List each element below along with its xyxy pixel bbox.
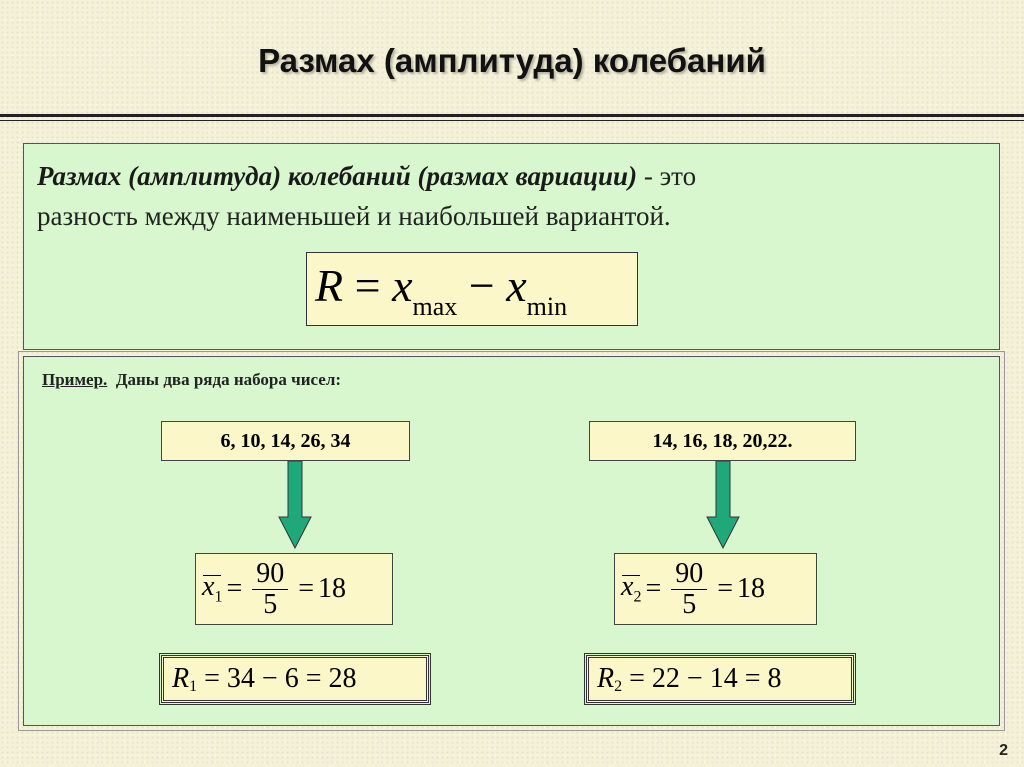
series-2-mean-var	[621, 571, 641, 607]
down-arrow-icon	[278, 461, 312, 549]
mean-result: 18	[318, 573, 347, 604]
series-2-mean-formula	[621, 554, 765, 624]
mean-index: 2	[633, 588, 642, 606]
series-1-range-formula	[172, 658, 356, 708]
range-var: R	[172, 663, 190, 694]
range-formula-box	[306, 252, 638, 326]
mean-equals: =	[226, 573, 243, 604]
title-divider-thick	[0, 114, 1024, 117]
example-panel	[23, 356, 1000, 726]
range-index: 1	[189, 678, 198, 695]
mean-result: 18	[737, 573, 766, 604]
title-divider-thin	[0, 120, 1024, 121]
down-arrow-icon	[706, 461, 740, 549]
series-1-mean-box	[195, 553, 393, 625]
mean-numerator: 90	[252, 559, 288, 590]
definition-text	[37, 156, 977, 236]
range-index: 2	[614, 678, 623, 695]
series-1-range-box	[161, 655, 429, 703]
mean-equals-2: =	[298, 573, 315, 604]
series-2-numbers-box: 14, 16, 18, 20,22.	[589, 421, 856, 461]
definition-connector: - это	[637, 161, 697, 191]
range-formula	[315, 259, 567, 322]
formula-sub-max: max	[412, 292, 458, 321]
mean-index: 1	[214, 588, 223, 606]
definition-body: разность между наименьшей и наибольшей вариантой.	[37, 201, 671, 231]
range-expression: = 34 − 6 = 28	[204, 663, 357, 694]
definition-panel	[23, 143, 1000, 350]
mean-x: x	[621, 571, 634, 603]
mean-equals: =	[645, 573, 662, 604]
series-1-mean-formula	[202, 554, 346, 624]
range-expression: = 22 − 14 = 8	[629, 663, 782, 694]
example-text: Даны два ряда набора чисел:	[115, 370, 342, 389]
series-2-range-formula	[597, 658, 781, 708]
formula-equals: =	[354, 260, 381, 311]
series-1-mean-var	[202, 571, 222, 607]
mean-denominator: 5	[263, 588, 278, 620]
formula-minus: −	[468, 260, 495, 311]
formula-x-max: x	[392, 260, 413, 311]
formula-r: R	[315, 260, 344, 311]
mean-fraction	[671, 559, 707, 620]
formula-x-min: x	[506, 260, 527, 311]
mean-x: x	[202, 571, 215, 603]
definition-term: Размах (амплитуда) колебаний (размах вариации)	[37, 161, 638, 191]
slide-title: Размах (амплитуда) колебаний	[258, 42, 766, 79]
mean-numerator: 90	[671, 559, 707, 590]
example-heading	[42, 370, 341, 390]
mean-fraction	[252, 559, 288, 620]
series-2-range-box	[586, 655, 854, 703]
series-1-numbers-box: 6, 10, 14, 26, 34	[161, 421, 410, 461]
range-var: R	[597, 663, 615, 694]
series-2-mean-box	[614, 553, 817, 625]
page-number: 2	[999, 742, 1008, 759]
mean-equals-2: =	[717, 573, 734, 604]
example-label: Пример.	[42, 370, 108, 389]
formula-sub-min: min	[526, 292, 568, 321]
mean-denominator: 5	[682, 588, 697, 620]
